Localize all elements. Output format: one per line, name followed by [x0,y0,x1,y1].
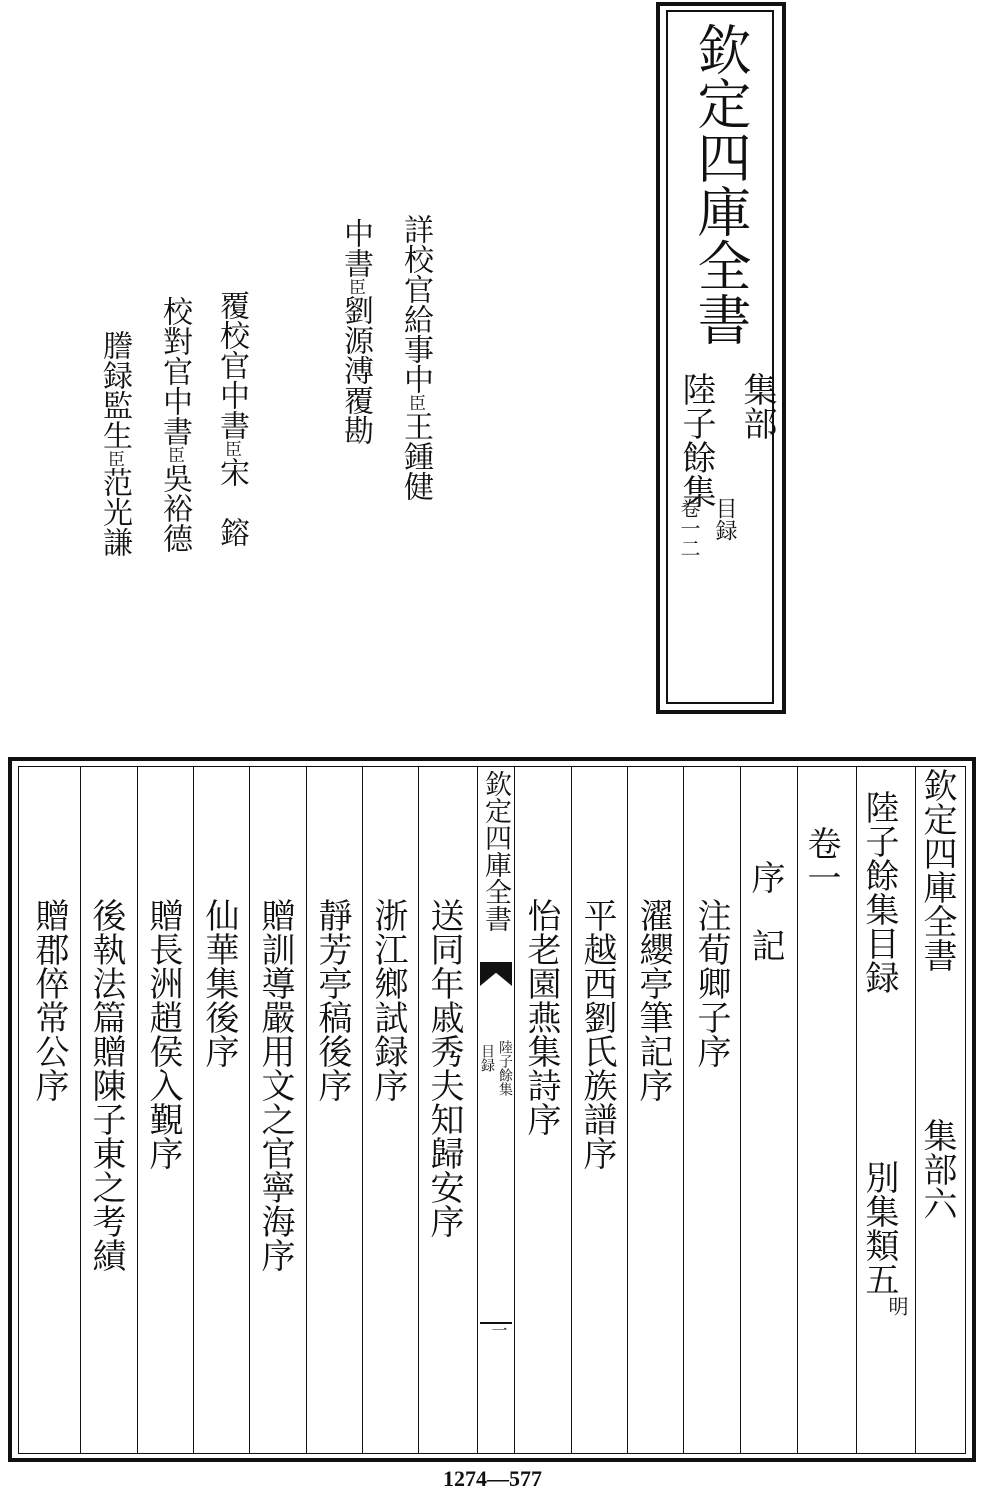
proofreader-3: 覆校官中書臣宋 鎔 [214,290,249,547]
proofreader-5: 謄録監生臣范光謙 [97,330,132,557]
toc-entry: 贈郡倅常公序 [29,898,69,1102]
band-section: 目録 [479,1044,495,1072]
toc-entry: 靜芳亭稿後序 [312,898,352,1102]
book-title: 陸子餘集目録 [859,790,899,994]
section-label: 目録 [712,497,737,541]
toc-entry: 仙華集後序 [199,898,239,1068]
toc-entry: 贈訓導嚴用文之官寧海序 [255,898,295,1272]
category-label: 集部 [737,372,777,440]
column-rule [362,766,363,1454]
column-rule [249,766,250,1454]
volume-label: 卷一二 [677,498,701,558]
page-category: 集部六 [917,1118,957,1220]
toc-entry: 怡老園燕集詩序 [521,898,561,1136]
column-rule [856,766,857,1454]
collection-title: 欽定四庫全書 [689,22,752,346]
band-title: 欽定四庫全書 [480,770,511,932]
column-rule [193,766,194,1454]
column-rule [80,766,81,1454]
genre-heading: 序 記 [745,860,785,962]
juan-heading: 卷一 [801,826,841,894]
proofreader-4: 校對官中書臣吳裕德 [157,296,192,553]
toc-entry: 注荀卿子序 [691,898,731,1068]
book-title-label: 陸子餘集 [676,372,716,508]
column-rule [418,766,419,1454]
toc-entry: 濯纓亭筆記序 [633,898,673,1102]
page-footer-number: 1274—577 [443,1466,542,1491]
toc-entry: 平越西劉氏族譜序 [577,898,617,1170]
proofreader-1: 詳校官給事中臣王鍾健 [398,214,433,501]
proofreader-2: 中書臣劉源溥覆勘 [338,218,373,445]
column-rule [306,766,307,1454]
band-page-number: 一 [489,1322,508,1338]
column-rule [740,766,741,1454]
column-rule [137,766,138,1454]
toc-entry: 贈長洲趙侯入覲序 [143,898,183,1170]
page-header: 欽定四庫全書 [917,768,957,972]
toc-entry: 後執法篇贈陳子東之考績 [86,898,126,1272]
column-rule [915,766,916,1454]
column-rule [797,766,798,1454]
column-rule [571,766,572,1454]
classification: 別集類五 [859,1160,899,1296]
toc-entry: 浙江鄉試録序 [368,898,408,1102]
toc-entry: 送同年戚秀夫知歸安序 [424,898,464,1238]
band-book-title: 陸子餘集 [497,1040,513,1096]
column-rule [683,766,684,1454]
dynasty-note: 明 [885,1296,909,1316]
column-rule [627,766,628,1454]
